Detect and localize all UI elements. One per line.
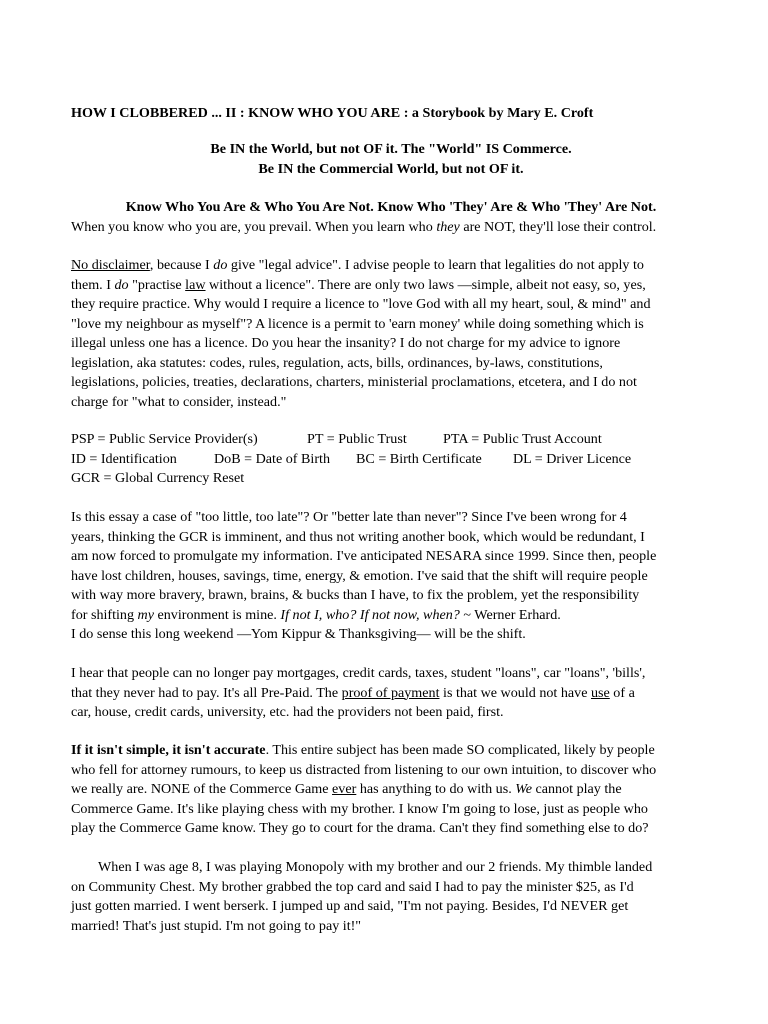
para4-line-4: Commerce Game. It's like playing chess with my brother. I know I'm going to lose, just as people who: [71, 800, 648, 817]
paragraph-monopoly: [71, 858, 711, 936]
para2-text: my: [137, 606, 154, 623]
para1-text: do: [114, 276, 129, 293]
para4-line-2: who fell for attorney rumours, to keep us distracted from listening to our own intuition, to discover who: [71, 761, 657, 778]
know-text-c: are NOT, they'll lose their control.: [459, 218, 657, 235]
para1-law-text: law: [185, 276, 206, 293]
abbreviations-row-1: [71, 430, 711, 450]
abbr-id: ID = Identification: [71, 450, 177, 467]
know-section: [71, 198, 711, 237]
paragraph-gcr: [71, 508, 711, 645]
para5-line-4: married! That's just stupid. I'm not going to pay it!": [71, 917, 362, 934]
para4-line-1: [71, 741, 711, 761]
paragraph-disclaimer: [71, 256, 711, 412]
abbreviations-row-3: [71, 469, 711, 489]
para2-text: ~ Werner Erhard.: [459, 606, 561, 623]
know-line: [71, 218, 711, 238]
para1-text: do: [213, 257, 228, 273]
motto-line-1: Be IN the World, but not OF it. The "World" IS Commerce.: [210, 141, 572, 157]
para5-line-2: on Community Chest. My brother grabbed the top card and said I had to pay the minister $25, as I'd: [71, 878, 634, 895]
proof-of-payment-text: proof of payment: [341, 684, 440, 701]
para1-line-1: [71, 256, 711, 276]
para1-line-7: legislations, policies, treaties, declarations, charters, ministerial proclamations, etcetera, and I do not: [71, 374, 637, 390]
para1-line-8: charge for "what to consider, instead.": [71, 393, 287, 410]
para3-line-1: I hear that people can no longer pay mortgages, credit cards, taxes, student "loans", car "loans", 'bills',: [71, 665, 646, 681]
motto-line-2: Be IN the Commercial World, but not OF it.: [258, 160, 524, 177]
para5-line-3: just gotten married. I went berserk. I jumped up and said, "I'm not paying. Besides, I'd NEVER get: [71, 898, 629, 914]
know-text-they: they: [436, 218, 460, 235]
para2-line-4: have lost children, houses, savings, time, energy, & emotion. I've said that the shift will require people: [71, 567, 648, 584]
para2-line-7: I do sense this long weekend —Yom Kippur & Thanksgiving— will be the shift.: [71, 626, 526, 642]
para5-line-1: When I was age 8, I was playing Monopoly with my brother and our 2 friends. My thimble landed: [98, 859, 653, 875]
para1-text: give "legal advice". I advise people to learn that legalities do not apply to: [227, 257, 644, 273]
title-main: HOW I CLOBBERED ... II : KNOW WHO YOU ARE :: [71, 105, 409, 121]
document-title: [71, 104, 711, 124]
para2-line-3: am now forced to promulgate my information. I've anticipated NESARA since 1999. Since then, people: [71, 548, 657, 564]
we-text: We: [515, 781, 532, 797]
para3-text: is that we would not have: [439, 684, 591, 701]
para1-text: them. I: [71, 276, 115, 293]
para2-line-1: Is this essay a case of "too little, too late"? Or "better late than never"? Since I've been wrong for 4: [71, 509, 627, 525]
para1-line-2: [71, 276, 711, 296]
simple-accurate-text: If it isn't simple, it isn't accurate: [71, 742, 266, 758]
para1-line-3: they require practice. Why would I require a licence to "love God with all my heart, soul, & mind" and: [71, 296, 651, 312]
abbr-pta: PTA = Public Trust Account: [443, 431, 602, 447]
abbreviations-row-2: [71, 450, 711, 470]
no-disclaimer-text: No disclaimer: [71, 257, 150, 273]
know-text-a: When you know who you are, you prevail. When you learn who: [71, 218, 437, 235]
para2-line-2: years, thinking the GCR is imminent, and thus not writing another book, which would be redundant, I: [71, 528, 645, 545]
erhard-quote: If not I, who? If not now, when?: [280, 606, 460, 623]
para1-line-6: legislation, aka statutes: codes, rules, regulation, acts, bills, ordinances, by-laws, constitutions,: [71, 354, 603, 371]
para3-text: of a: [609, 684, 635, 701]
para4-line-3: [71, 780, 711, 800]
para1-text: "practise: [128, 276, 186, 293]
abbr-dl: DL = Driver Licence: [513, 450, 632, 467]
para1-line-4: "love my neighbour as myself"? A licence is a permit to 'earn money' while doing something which is: [71, 315, 644, 332]
motto: [71, 140, 711, 179]
abbreviations-list: [71, 430, 711, 489]
para1-text: , because I: [149, 257, 214, 273]
abbr-dob: DoB = Date of Birth: [214, 450, 330, 467]
para3-text: that they never had to pay. It's all Pre-Paid. The: [71, 684, 342, 701]
para3-line-2: [71, 684, 711, 704]
para2-line-5: with way more bravery, brawn, brains, & bucks than I have, to fix the problem, yet the responsibility: [71, 587, 640, 603]
paragraph-prepaid: [71, 664, 711, 723]
title-subtitle: a Storybook by Mary E. Croft: [408, 105, 594, 121]
abbr-pt: PT = Public Trust: [307, 431, 407, 447]
para2-line-6: [71, 606, 711, 626]
para3-line-3: car, house, credit cards, university, etc. had the providers not been paid, first.: [71, 704, 504, 720]
para1-line-5: illegal unless one has a licence. Do you hear the insanity? I do not charge for my advice to ignore: [71, 335, 621, 351]
para1-text: without a licence". There are only two laws —simple, albeit not easy, so, yes,: [205, 276, 646, 293]
para4-line-5: play the Commerce Game know. They go to court for the drama. Can't they find something else to do?: [71, 820, 649, 836]
para4-text: cannot play the: [531, 781, 622, 797]
abbr-bc: BC = Birth Certificate: [356, 450, 482, 467]
para2-text: for shifting: [71, 606, 138, 623]
para4-text: . This entire subject has been made SO complicated, likely by people: [265, 742, 655, 758]
para2-text: environment is mine.: [153, 606, 281, 623]
para4-text: we really are. NONE of the Commerce Game: [71, 781, 333, 797]
ever-text: ever: [332, 781, 357, 797]
use-text: use: [590, 684, 610, 701]
abbr-gcr: GCR = Global Currency Reset: [71, 470, 245, 486]
know-heading: Know Who You Are & Who You Are Not. Know Who 'They' Are & Who 'They' Are Not.: [125, 199, 657, 215]
para4-text: has anything to do with us.: [356, 781, 516, 797]
title-line: [71, 104, 711, 124]
abbr-psp: PSP = Public Service Provider(s): [71, 431, 258, 447]
paragraph-simple: [71, 741, 711, 839]
